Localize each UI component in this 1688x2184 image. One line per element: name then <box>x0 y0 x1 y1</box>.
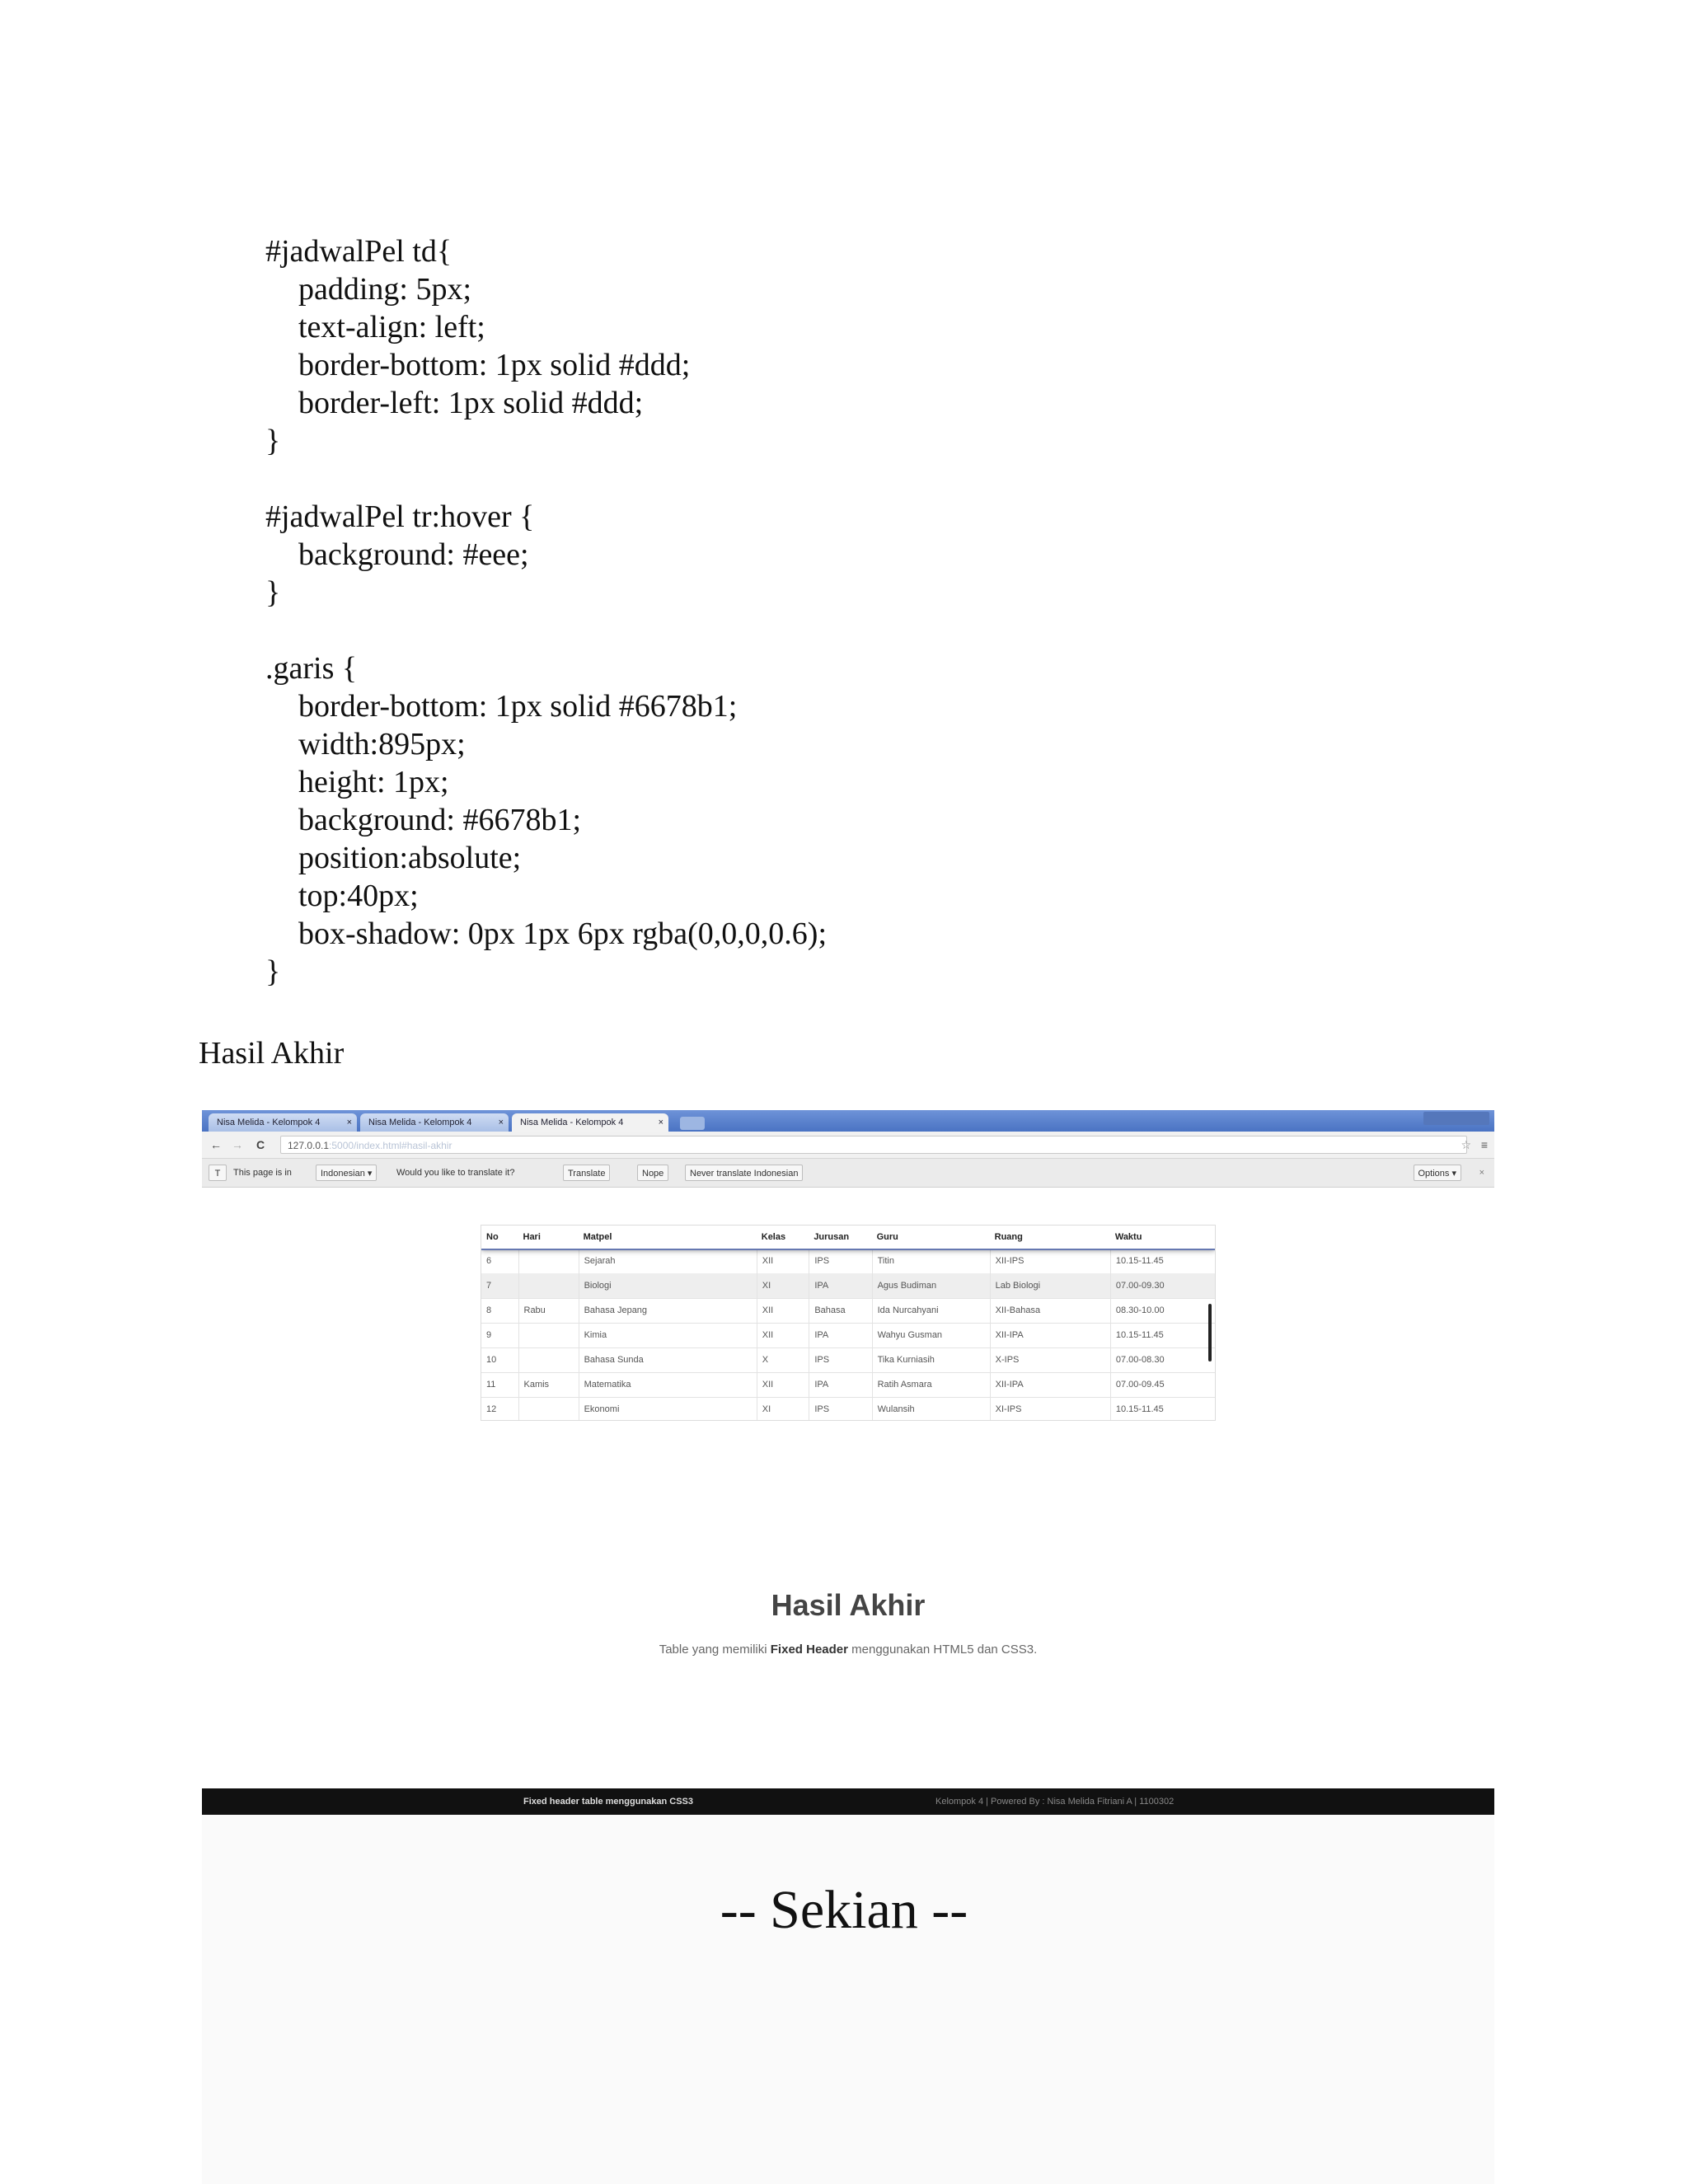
table-cell: IPA <box>809 1273 871 1298</box>
column-header: Guru <box>876 1232 898 1242</box>
browser-tab-bar <box>202 1110 1494 1132</box>
table-cell: 07.00-09.45 <box>1110 1372 1215 1397</box>
table-cell: Bahasa Jepang <box>579 1298 757 1323</box>
table-cell: IPS <box>809 1249 871 1273</box>
code-line: border-bottom: 1px solid #ddd; <box>298 348 691 382</box>
table-cell: 7 <box>486 1281 492 1291</box>
column-header: No <box>486 1232 499 1242</box>
table-cell: XII <box>757 1323 809 1347</box>
table-cell: 10.15-11.45 <box>1110 1397 1215 1421</box>
footer-right-text: Kelompok 4 | Powered By : Nisa Melida Fitriani A | 1100302 <box>935 1797 1175 1807</box>
css-code-block <box>265 232 827 991</box>
table-cell: 6 <box>486 1256 492 1266</box>
table-cell <box>518 1273 579 1298</box>
table-cell: XII-IPS <box>990 1249 1110 1273</box>
table-cell: Titin <box>872 1249 990 1273</box>
reload-icon[interactable]: C <box>256 1138 265 1151</box>
table-row[interactable] <box>481 1347 1215 1373</box>
browser-tab-2[interactable] <box>360 1113 509 1132</box>
code-line: box-shadow: 0px 1px 6px rgba(0,0,0,0.6); <box>298 916 828 951</box>
table-cell: 10.15-11.45 <box>1110 1323 1215 1347</box>
table-cell: 12 <box>486 1404 497 1414</box>
code-line: top:40px; <box>298 879 419 913</box>
code-line: #jadwalPel td{ <box>265 234 452 269</box>
table-row[interactable] <box>481 1298 1215 1324</box>
table-cell <box>518 1323 579 1347</box>
table-cell: 07.00-08.30 <box>1110 1347 1215 1372</box>
column-header: Kelas <box>761 1232 786 1242</box>
table-cell: IPA <box>809 1372 871 1397</box>
table-row[interactable] <box>481 1372 1215 1398</box>
table-cell: 8 <box>486 1305 492 1315</box>
table-cell: X <box>757 1347 809 1372</box>
table-cell: Matematika <box>579 1372 757 1397</box>
nope-button[interactable]: Nope <box>637 1165 668 1181</box>
code-line <box>265 612 827 649</box>
code-line: #jadwalPel tr:hover { <box>265 499 535 534</box>
table-cell: Rabu <box>518 1298 579 1323</box>
code-line: background: #6678b1; <box>298 803 582 837</box>
forward-arrow-icon[interactable]: → <box>232 1138 243 1151</box>
code-line: .garis { <box>265 651 358 686</box>
table-cell: IPS <box>809 1347 871 1372</box>
new-tab-button[interactable] <box>680 1117 705 1130</box>
page-viewport <box>202 1188 1494 1793</box>
table-cell: 11 <box>486 1380 496 1390</box>
table-cell <box>518 1249 579 1273</box>
close-icon[interactable]: × <box>346 1118 352 1127</box>
table-cell: Lab Biologi <box>990 1273 1110 1298</box>
table-row[interactable] <box>481 1273 1215 1299</box>
result-sub-bold: Fixed Header <box>770 1643 848 1657</box>
browser-tab-1[interactable] <box>209 1113 357 1132</box>
table-row[interactable] <box>481 1323 1215 1348</box>
column-header: Jurusan <box>814 1232 850 1242</box>
column-header: Hari <box>523 1232 541 1242</box>
code-line: border-left: 1px solid #ddd; <box>298 386 644 420</box>
result-subtitle <box>202 1643 1494 1657</box>
bookmark-star-icon[interactable]: ☆ <box>1461 1138 1471 1151</box>
result-sub-before: Table yang memiliki <box>659 1643 771 1657</box>
browser-screenshot <box>202 1110 1494 1815</box>
table-cell: XI-IPS <box>990 1397 1110 1421</box>
table-cell: Ekonomi <box>579 1397 757 1421</box>
tab-label: Nisa Melida - Kelompok 4 <box>520 1118 624 1127</box>
table-cell: XI <box>757 1397 809 1421</box>
code-line: height: 1px; <box>298 765 449 799</box>
column-header: Matpel <box>583 1232 612 1242</box>
column-header: Waktu <box>1114 1232 1142 1242</box>
code-line <box>265 460 827 498</box>
translate-bar <box>202 1159 1494 1188</box>
table-cell: Biologi <box>579 1273 757 1298</box>
code-line: } <box>265 575 281 610</box>
table-cell: Wulansih <box>872 1397 990 1421</box>
table-row[interactable] <box>481 1249 1215 1274</box>
table-cell: XII <box>757 1298 809 1323</box>
code-line: text-align: left; <box>298 310 485 344</box>
page-background-strip <box>202 1815 1494 2184</box>
table-cell: X-IPS <box>990 1347 1110 1372</box>
closing-text: -- Sekian -- <box>720 1880 968 1940</box>
page-footer <box>202 1788 1494 1815</box>
table-cell: XII <box>757 1249 809 1273</box>
tab-label: Nisa Melida - Kelompok 4 <box>217 1118 321 1127</box>
tab-label: Nisa Melida - Kelompok 4 <box>368 1118 472 1127</box>
table-cell: XII <box>757 1372 809 1397</box>
table-cell: Kimia <box>579 1323 757 1347</box>
code-line: position:absolute; <box>298 841 522 875</box>
table-cell: XI <box>757 1273 809 1298</box>
table-row[interactable] <box>481 1397 1215 1421</box>
close-icon[interactable]: × <box>658 1118 663 1127</box>
code-line: width:895px; <box>298 727 466 762</box>
browser-tab-3-active[interactable] <box>512 1113 668 1132</box>
footer-left-text: Fixed header table menggunakan CSS3 <box>523 1797 694 1807</box>
schedule-table[interactable] <box>481 1225 1216 1421</box>
code-line: padding: 5px; <box>298 272 472 307</box>
options-button[interactable]: Options ▾ <box>1414 1165 1462 1181</box>
url-host: 127.0.0.1 <box>288 1140 330 1151</box>
table-cell <box>518 1347 579 1372</box>
table-cell: Tika Kurniasih <box>872 1347 990 1372</box>
table-cell: Kamis <box>518 1372 579 1397</box>
table-cell: XII-IPA <box>990 1323 1110 1347</box>
back-arrow-icon[interactable]: ← <box>210 1138 222 1151</box>
language-select[interactable]: Indonesian ▾ <box>316 1165 377 1181</box>
table-cell: IPA <box>809 1323 871 1347</box>
code-line: } <box>265 954 281 989</box>
translate-button[interactable]: Translate <box>563 1165 610 1181</box>
table-cell: XII-Bahasa <box>990 1298 1110 1323</box>
browser-toolbar <box>202 1132 1494 1159</box>
address-bar[interactable] <box>280 1136 1467 1154</box>
code-line: background: #eee; <box>298 537 529 572</box>
table-cell: Ida Nurcahyani <box>872 1298 990 1323</box>
table-cell: Bahasa Sunda <box>579 1347 757 1372</box>
table-cell: 08.30-10.00 <box>1110 1298 1215 1323</box>
table-cell: Wahyu Gusman <box>872 1323 990 1347</box>
table-cell: Agus Budiman <box>872 1273 990 1298</box>
translate-text: This page is in <box>233 1168 292 1178</box>
result-sub-after: menggunakan HTML5 dan CSS3. <box>847 1643 1038 1657</box>
url-path: :5000/index.html#hasil-akhir <box>329 1140 452 1151</box>
table-cell: 10.15-11.45 <box>1110 1249 1215 1273</box>
never-translate-button[interactable]: Never translate Indonesian <box>685 1165 803 1181</box>
code-line: border-bottom: 1px solid #6678b1; <box>298 689 738 724</box>
close-icon[interactable]: × <box>498 1118 504 1127</box>
code-line: } <box>265 424 281 458</box>
section-heading: Hasil Akhir <box>199 1036 345 1071</box>
column-header: Ruang <box>994 1232 1023 1242</box>
hamburger-menu-icon[interactable]: ≡ <box>1480 1138 1488 1151</box>
translate-question: Would you like to translate it? <box>396 1168 515 1178</box>
table-cell: Sejarah <box>579 1249 757 1273</box>
table-header <box>481 1226 1215 1250</box>
close-icon[interactable]: × <box>1479 1168 1484 1178</box>
table-cell: Bahasa <box>809 1298 871 1323</box>
table-cell <box>518 1397 579 1421</box>
table-scrollbar[interactable] <box>1208 1304 1212 1361</box>
table-cell: IPS <box>809 1397 871 1421</box>
table-cell: Ratih Asmara <box>872 1372 990 1397</box>
result-title: Hasil Akhir <box>771 1588 926 1622</box>
table-cell: 9 <box>486 1330 492 1340</box>
window-controls[interactable] <box>1423 1112 1489 1125</box>
table-cell: 07.00-09.30 <box>1110 1273 1215 1298</box>
table-cell: 10 <box>486 1355 497 1365</box>
translate-icon: T <box>209 1165 227 1181</box>
table-cell: XII-IPA <box>990 1372 1110 1397</box>
